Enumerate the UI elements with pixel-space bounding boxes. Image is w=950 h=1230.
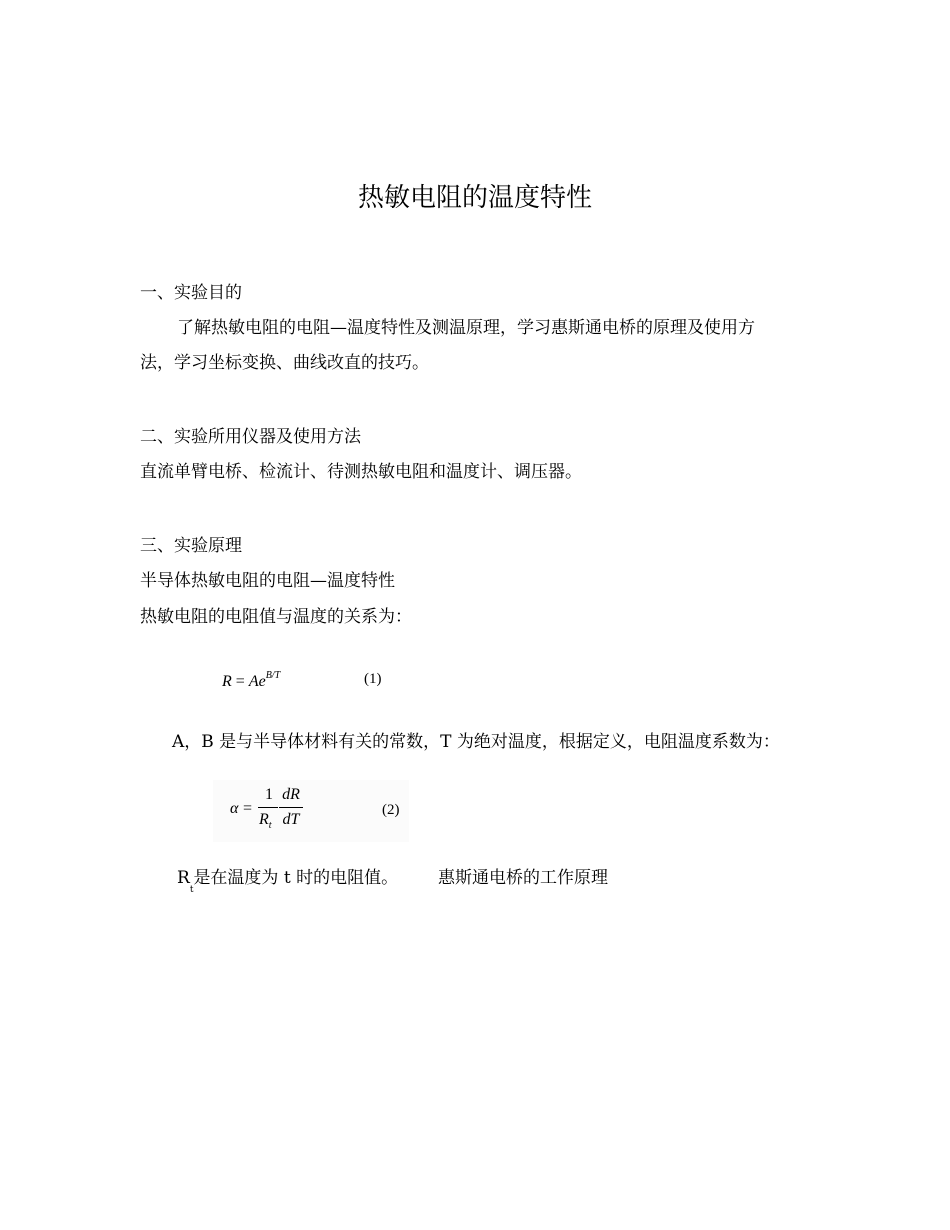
formula-2-box — [213, 780, 409, 842]
objective-paragraph-line2: 法，学习坐标变换、曲线改直的技巧。 — [140, 353, 429, 373]
objective-paragraph-line1: 了解热敏电阻的电阻—温度特性及测温原理，学习惠斯通电桥的原理及使用方 — [177, 318, 755, 338]
rt-definition-line — [177, 865, 398, 894]
section-heading-instruments: 二、实验所用仪器及使用方法 — [140, 427, 361, 447]
principle-intro: 热敏电阻的电阻值与温度的关系为： — [140, 607, 412, 627]
bridge-principle-heading: 惠斯通电桥的工作原理 — [438, 868, 608, 888]
fraction-bar-1 — [258, 807, 278, 808]
formula-2-number: (2) — [382, 802, 400, 818]
formula-2-equals: = — [243, 800, 253, 817]
principle-subheading: 半导体热敏电阻的电阻—温度特性 — [140, 571, 395, 591]
formula-2-numerator-2: dR — [282, 786, 300, 803]
constants-description: A，B 是与半导体材料有关的常数，T 为绝对温度，根据定义，电阻温度系数为： — [172, 732, 780, 752]
formula-2-denominator-1: $R_t$ — [259, 811, 272, 831]
section-heading-objective: 一、实验目的 — [140, 283, 242, 303]
formula-1 — [222, 670, 280, 691]
formula-2-numerator-1: 1 — [265, 786, 273, 803]
rt-symbol: $R_t$ — [177, 868, 194, 895]
formula-1-lhs: R — [222, 673, 232, 690]
fraction-bar-2 — [279, 807, 303, 808]
formula-2-denominator-2: dT — [282, 811, 300, 828]
section-heading-principle: 三、实验原理 — [140, 536, 242, 556]
rt-definition-text: 是在温度为 t 时的电阻值。 — [193, 868, 399, 888]
formula-1-coefficient: A — [248, 673, 259, 690]
document-title: 热敏电阻的温度特性 — [357, 183, 592, 213]
formula-1-equals: = — [235, 673, 245, 690]
formula-1-base: e — [258, 673, 266, 690]
instruments-list: 直流单臂电桥、检流计、待测热敏电阻和温度计、调压器。 — [140, 462, 582, 482]
formula-2-lhs: α — [230, 800, 239, 817]
formula-1-exponent: B/T — [265, 670, 281, 681]
formula-1-number: (1) — [364, 671, 382, 687]
